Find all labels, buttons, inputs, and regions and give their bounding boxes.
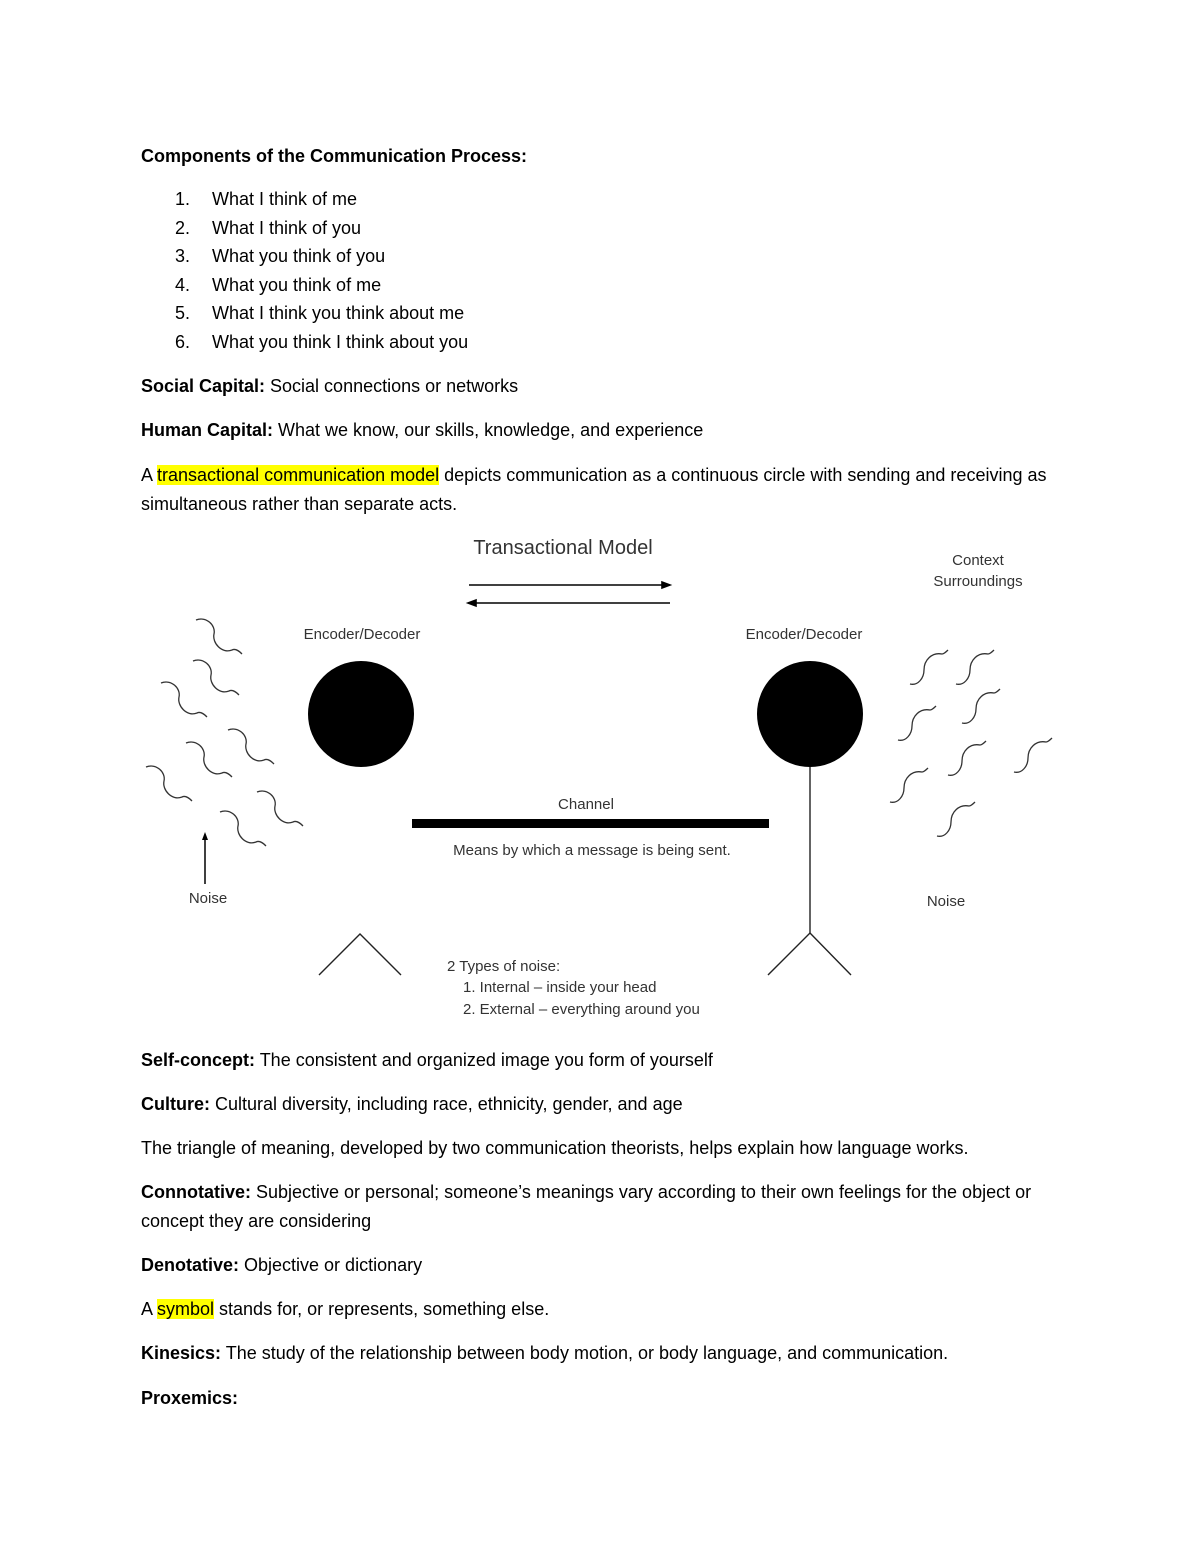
message-arrows [468, 582, 670, 606]
list-item: 5. What I think you think about me [175, 303, 465, 324]
noise-arrow-head-icon [202, 832, 208, 840]
highlighted-term: transactional communication model [157, 465, 440, 485]
connotative-definition: Connotative: Subjective or personal; someone’s meanings vary according to their own feelings for the object or concept they are considering [141, 1182, 1032, 1231]
self-concept-definition: Self-concept: The consistent and organized image you form of yourself [141, 1050, 713, 1070]
list-item: 1. What I think of me [175, 189, 358, 209]
left-head-icon [308, 661, 414, 767]
diagram-title: Transactional Model [473, 537, 653, 559]
left-noise-waves-icon [146, 619, 303, 846]
encoder-decoder-right-label: Encoder/Decoder [745, 626, 863, 643]
arrow-head-left-icon [468, 600, 476, 606]
triangle-of-meaning-paragraph: The triangle of meaning, developed by two communication theorists, helps explain how language works. [141, 1138, 969, 1158]
social-capital-definition: Social Capital: Social connections or networks [141, 376, 519, 396]
transactional-model-paragraph: A transactional communication model depicts communication as a continuous circle with sending and receiving as simultaneous rather than separate acts. [141, 465, 1047, 514]
channel-description: Means by which a message is being sent. [453, 842, 731, 859]
right-head-icon [757, 661, 863, 767]
kinesics-definition: Kinesics: The study of the relationship between body motion, or body language, and communication. [141, 1343, 949, 1363]
noise-left-label: Noise [188, 890, 228, 907]
list-item: 2. What I think of you [175, 217, 362, 238]
culture-definition: Culture: Cultural diversity, including race, ethnicity, gender, and age [141, 1094, 683, 1114]
transactional-model-diagram [0, 520, 1200, 1030]
highlighted-term: symbol [157, 1299, 215, 1319]
encoder-decoder-left-label: Encoder/Decoder [303, 626, 421, 643]
surroundings-label: Surroundings [933, 573, 1023, 590]
list-item: 6. What you think I think about you [175, 331, 469, 352]
proxemics-definition: Proxemics: [141, 1388, 239, 1408]
components-list [141, 185, 468, 357]
section-heading: Components of the Communication Process: [141, 146, 528, 166]
right-legs-icon [768, 933, 851, 975]
list-item: 4. What you think of me [175, 274, 382, 295]
noise-type-external: 2. External – everything around you [463, 1001, 700, 1018]
list-item: 3. What you think of you [175, 246, 386, 267]
noise-right-label: Noise [926, 893, 966, 910]
right-noise-waves-icon [890, 650, 1052, 836]
noise-types-title: 2 Types of noise: [447, 958, 561, 975]
symbol-definition: A symbol stands for, or represents, something else. [141, 1299, 550, 1319]
channel-bar [412, 819, 769, 828]
denotative-definition: Denotative: Objective or dictionary [141, 1255, 423, 1275]
human-capital-definition: Human Capital: What we know, our skills, knowledge, and experience [141, 420, 704, 440]
channel-label: Channel [558, 796, 614, 813]
noise-type-internal: 1. Internal – inside your head [463, 979, 657, 996]
left-legs-icon [319, 934, 401, 975]
arrow-head-right-icon [662, 582, 670, 588]
context-label: Context [952, 552, 1004, 569]
